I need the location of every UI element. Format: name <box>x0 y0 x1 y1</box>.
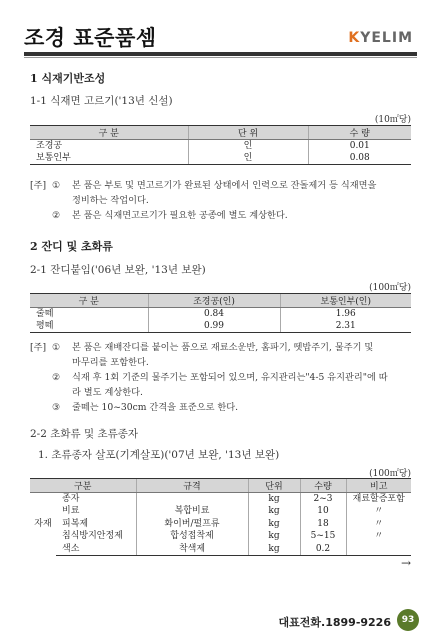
col-header-category: 구 분 <box>30 294 148 308</box>
row-unit: kg <box>248 518 300 531</box>
table-header-row <box>30 294 411 308</box>
page-title: 조경 표준품셈 <box>24 26 157 50</box>
row-value: 1.96 <box>280 308 411 321</box>
section1-notes <box>30 178 411 223</box>
row-unit: kg <box>248 543 300 556</box>
row-label: 줄떼 <box>36 309 54 319</box>
header-rule <box>24 52 417 56</box>
row-unit: kg <box>248 530 300 543</box>
table-row <box>30 152 411 165</box>
header-rule-thin <box>24 57 417 58</box>
row-name: 색소 <box>56 543 136 556</box>
row-remark: 재료할증포함 <box>346 493 411 506</box>
row-name: 침식방지안정제 <box>62 531 123 542</box>
table-row <box>30 308 411 321</box>
table-turf <box>30 293 411 333</box>
row-spec: 합성접착제 <box>136 530 248 543</box>
note-item-cont: 정비하는 작업이다. <box>72 195 149 206</box>
row-label: 평떼 <box>30 320 148 333</box>
row-qty: 0.2 <box>300 543 346 556</box>
col-header-unit: 단 위 <box>188 126 308 140</box>
section2-2-1-subtitle: 1. 초류종자 살포(기계살포)('07년 보완, '13년 보완) <box>38 449 280 461</box>
col-header-qty: 수량 <box>300 479 346 493</box>
section2-2-unit: (100㎡당) <box>369 469 411 479</box>
section2-unit: (100㎡당) <box>369 283 411 293</box>
row-name: 비료 <box>62 506 80 517</box>
row-remark: 〃 <box>346 518 411 531</box>
table-header-row <box>30 126 411 140</box>
row-spec: 화이버/펄프류 <box>136 518 248 531</box>
col-header-spec: 규격 <box>136 479 248 493</box>
section1-subtitle: 1-1 식재면 고르기('13년 신설) <box>30 95 173 107</box>
table-row <box>30 493 411 506</box>
table-row <box>30 530 411 543</box>
note-item: ② 식재 후 1회 기준의 물주기는 포함되어 있으며, 유지관리는"4-5 유지관리"에 따 <box>52 372 388 383</box>
row-unit: 인 <box>188 140 308 153</box>
row-name: 종자 <box>62 494 80 504</box>
col-header-category: 구분 <box>30 479 136 493</box>
table-row <box>30 518 411 531</box>
table-planting-surface <box>30 125 411 165</box>
row-spec: 복합비료 <box>136 505 248 518</box>
table-row <box>30 543 411 556</box>
note-item: ② 본 품은 식재면고르기가 필요한 공종에 별도 계상한다. <box>52 210 288 221</box>
row-value: 0.84 <box>148 308 280 321</box>
row-qty: 5~15 <box>300 530 346 543</box>
company-logo: KYELIM <box>348 30 413 46</box>
row-label: 보통인부 <box>30 152 188 165</box>
section2-title: 2 잔디 및 초화류 <box>30 240 113 253</box>
row-spec: 착색제 <box>136 543 248 556</box>
row-qty: 10 <box>300 505 346 518</box>
col-header-qty: 수 량 <box>308 126 411 140</box>
section2-notes <box>30 340 411 415</box>
row-qty: 0.01 <box>308 140 411 153</box>
table-row <box>30 505 411 518</box>
table-header-row <box>30 479 411 493</box>
col-header-laborer: 보통인부(인) <box>280 294 411 308</box>
row-value: 2.31 <box>280 320 411 333</box>
section2-subtitle: 2-1 잔디붙임('06년 보완, '13년 보완) <box>30 264 206 276</box>
section1-title: 1 식재기반조성 <box>30 72 106 85</box>
table-seed-spraying <box>30 478 411 556</box>
row-qty: 2~3 <box>300 493 346 506</box>
col-header-remark: 비고 <box>346 479 411 493</box>
section2-2-subtitle: 2-2 초화류 및 초류종자 <box>30 428 139 440</box>
note-item: ③ 줄떼는 10~30cm 간격을 표준으로 한다. <box>52 402 239 413</box>
row-value: 0.99 <box>148 320 280 333</box>
row-remark: 〃 <box>346 530 411 543</box>
group-label: 자재 <box>34 519 52 529</box>
section1-unit: (10㎡당) <box>374 115 411 125</box>
page-number: 93 <box>397 609 419 631</box>
col-header-landscaper: 조경공(인) <box>148 294 280 308</box>
col-header-category: 구 분 <box>30 126 188 140</box>
row-unit: kg <box>248 505 300 518</box>
row-remark <box>346 543 411 556</box>
continue-arrow-icon: → <box>400 556 411 570</box>
note-item-cont: 마무리를 포함한다. <box>72 357 149 368</box>
row-qty: 0.08 <box>308 152 411 165</box>
col-header-unit: 단위 <box>248 479 300 493</box>
footer-phone: 대표전화.1899-9226 <box>278 616 391 629</box>
row-spec <box>136 493 248 506</box>
row-unit: kg <box>248 493 300 506</box>
note-item-cont: 라 별도 계상한다. <box>72 387 143 398</box>
row-label: 조경공 <box>36 141 63 151</box>
note-item: [주] ① 본 품은 재배잔디를 붙이는 품으로 재료소운반, 홈파기, 뗏밥주기, 물주기 및 <box>30 342 374 353</box>
table-row <box>30 320 411 333</box>
row-name: 피복제 <box>62 518 89 529</box>
row-remark: 〃 <box>346 505 411 518</box>
row-qty: 18 <box>300 518 346 531</box>
note-item: [주] ① 본 품은 부토 및 면고르기가 완료된 상태에서 인력으로 잔돌제거 등 식재면을 <box>30 180 377 191</box>
row-unit: 인 <box>188 152 308 165</box>
table-row <box>30 140 411 153</box>
